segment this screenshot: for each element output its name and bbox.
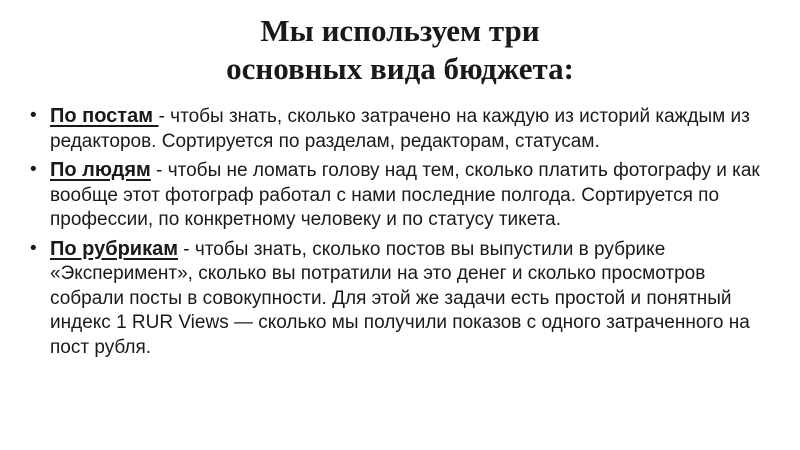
- bullet-term: По постам: [50, 105, 159, 127]
- bullet-term: По людям: [50, 159, 151, 181]
- bullet-icon: •: [30, 159, 37, 180]
- bullet-icon: •: [30, 105, 37, 126]
- slide-title: [0, 12, 800, 88]
- bullet-icon: •: [30, 237, 37, 259]
- title-line-1: Мы используем три: [260, 13, 540, 48]
- bullet-text: - чтобы знать, сколько затрачено на каждую из историй каждым из редакторов. Сортируется по разделам, редакторам, статусам.: [50, 106, 750, 152]
- bullet-text: - чтобы не ломать голову над тем, сколько платить фотографу и как вообще этот фотограф работал с нами последние полгода. Сортируется по профессии, по конкретному человеку и по статусу тикета.: [50, 160, 760, 230]
- title-line-2: основных вида бюджета:: [226, 51, 574, 86]
- bullet-item-rubrics: [30, 237, 760, 361]
- bullet-term: По рубрикам: [50, 237, 179, 260]
- bullet-item-posts: [30, 104, 760, 154]
- bullet-list: [30, 104, 760, 364]
- bullet-item-people: [30, 158, 760, 233]
- bullet-text: - чтобы знать, сколько постов вы выпустили в рубрике «Эксперимент», сколько вы потратили на это денег и сколько просмотров собрали посты в совокупности. Для этой же задачи есть простой и понятный индекс 1 RUR Views — сколько мы получили показов с одного затраченного на пост рубля.: [50, 238, 750, 358]
